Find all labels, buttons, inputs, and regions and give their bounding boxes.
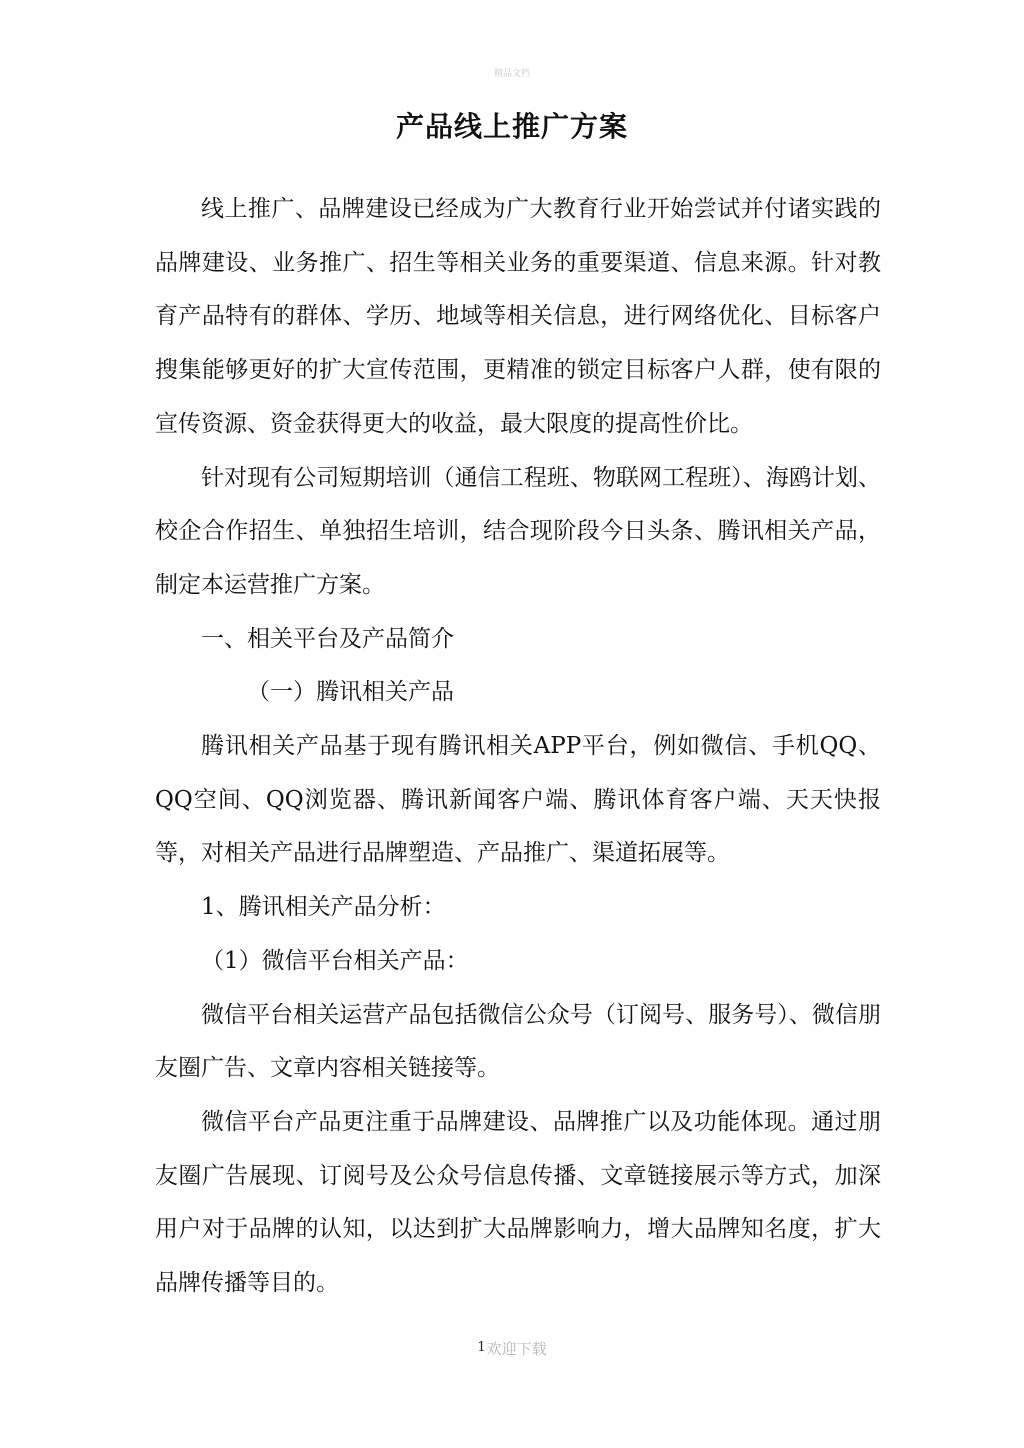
analysis-heading-1: 1、腾讯相关产品分析： [201,894,446,921]
header-watermark: 精品文档 [493,69,530,79]
footer-watermark: 欢迎下载 [486,1340,547,1358]
paragraph-wechat-focus: 微信平台产品更注重于品牌建设、品牌推广以及功能体现。通过朋友圈广告展现、订阅号及公众号信息传播、文章链接展示等方式，加深用户对于品牌的认知，以达到扩大品牌影响力，增大品牌知名度，扩大品牌传播等目的。 [155,1108,881,1297]
analysis-subheading-1: （1）微信平台相关产品： [201,947,469,974]
paragraph-wechat-products: 微信平台相关运营产品包括微信公众号（订阅号、服务号）、微信朋友圈广告、文章内容相关链接等。 [155,1001,881,1082]
page-footer [0,1338,1024,1359]
paragraph-tencent-products: 腾讯相关产品基于现有腾讯相关APP平台，例如微信、手机QQ、QQ空间、QQ浏览器、腾讯新闻客户端、腾讯体育客户端、天天快报等，对相关产品进行品牌塑造、产品推广、渠道拓展等。 [155,733,881,867]
page-number: 1 [477,1340,486,1355]
document-title: 产品线上推广方案 [395,110,628,143]
subsection-heading-1: （一）腾讯相关产品 [247,679,454,706]
paragraph-intro: 线上推广、品牌建设已经成为广大教育行业开始尝试并付诸实践的品牌建设、业务推广、招生等相关业务的重要渠道、信息来源。针对教育产品特有的群体、学历、地域等相关信息，进行网络优化、目标客户搜集能够更好的扩大宣传范围，更精准的锁定目标客户人群，使有限的宣传资源、资金获得更大的收益，最大限度的提高性价比。 [155,196,881,437]
paragraph-scope: 针对现有公司短期培训（通信工程班、物联网工程班）、海鸥计划、校企合作招生、单独招生培训，结合现阶段今日头条、腾讯相关产品，制定本运营推广方案。 [155,464,881,598]
document-body [155,183,881,1311]
section-heading-1: 一、相关平台及产品简介 [201,625,454,652]
